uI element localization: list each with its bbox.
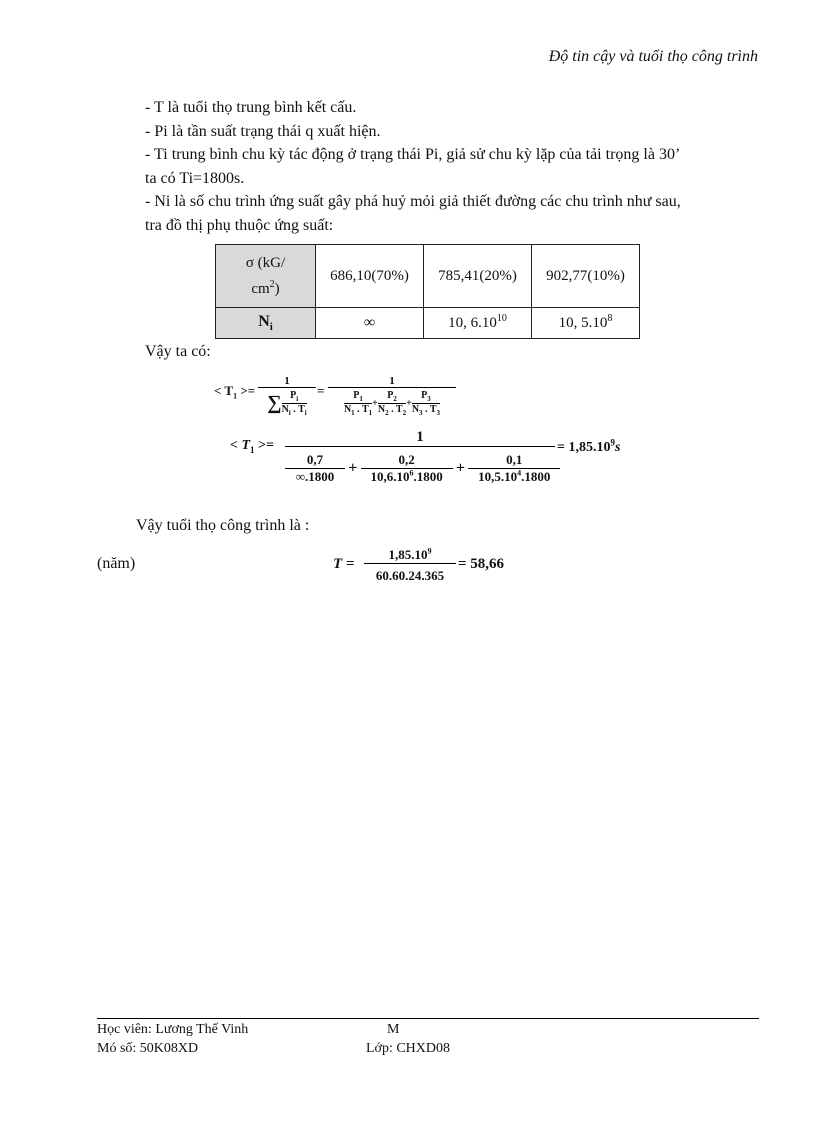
table-row [216, 245, 640, 308]
unit-label: (năm) [97, 555, 136, 572]
bullet-t: - T là tuổi thọ trung bình kết cấu. [145, 99, 357, 116]
bullet-pi: - Pi là tần suất trạng thái q xuất hiện. [145, 122, 381, 140]
footer-m: M [387, 1022, 400, 1037]
table-cell: ∞ [316, 308, 424, 339]
table-cell: 10, 6.10$^{10}$ [424, 308, 532, 339]
bullet-list [145, 96, 755, 237]
table-header-ni: $N_i$ [216, 308, 316, 339]
page-header-title: Độ tin cậy và tuổi thọ công trình [548, 48, 758, 65]
bullet-ti-cont: ta có Ti=1800s. [145, 169, 245, 187]
footer-id: Mó số: 50K08XD [97, 1041, 199, 1056]
stress-table [215, 244, 640, 339]
text-vay-tuoi-tho: Vậy tuổi thọ công trình là : [136, 517, 310, 534]
footer-class: Lớp: CHXD08 [366, 1041, 451, 1056]
bullet-ni-cont: tra đồ thị phụ thuộc ứng suất: [145, 216, 334, 234]
table-cell: 902,77(10%) [532, 245, 640, 308]
footer-divider [97, 1018, 759, 1019]
table-header-stress: σ (kG/ $cm^2$) [216, 245, 316, 308]
bullet-ni: - Ni là số chu trình ứng suất gây phá huỷ mỏi giả thiết đường các chu trình như sau, [145, 193, 681, 210]
table-cell: 785,41(20%) [424, 245, 532, 308]
text-vay-ta-co: Vậy ta có: [145, 343, 211, 360]
table-row [216, 308, 640, 339]
bullet-ti: - Ti trung bình chu kỳ tác động ở trạng thái Pi, giả sử chu kỳ lặp của tải trọng là 30’ [145, 146, 681, 163]
footer-student: Học viên: Lương Thế Vinh [97, 1022, 249, 1037]
table-cell: 10, 5.10$^8$ [532, 308, 640, 339]
table-cell: 686,10(70%) [316, 245, 424, 308]
